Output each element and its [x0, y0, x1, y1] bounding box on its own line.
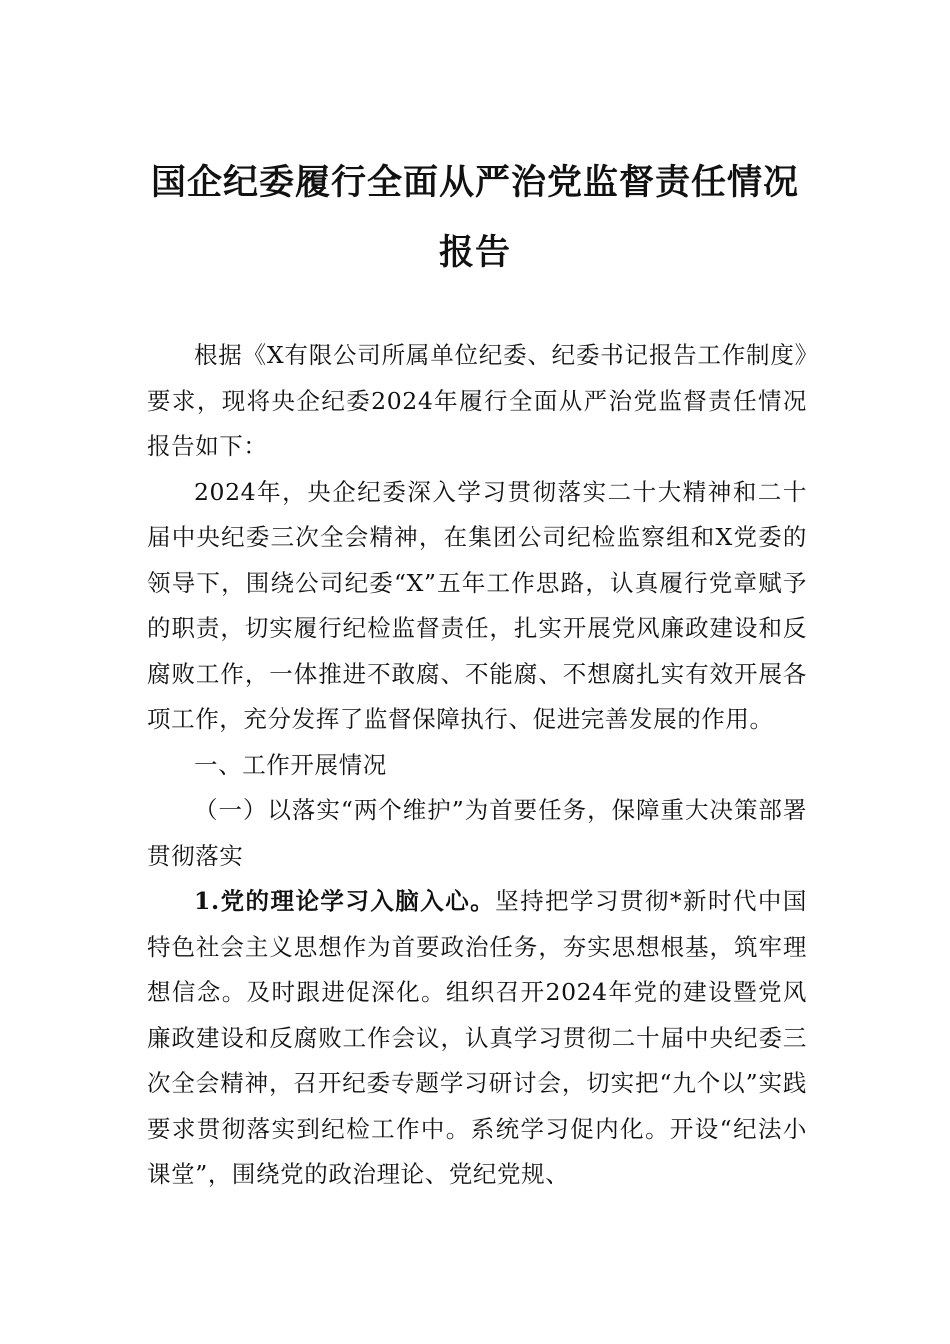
document-body: [147, 333, 807, 1198]
subsection-heading: （一）以落实“两个维护”为首要任务，保障重大决策部署贯彻落实: [147, 796, 807, 870]
intro-paragraph: 根据《X有限公司所属单位纪委、纪委书记报告工作制度》要求，现将央企纪委2024年履行全面从严治党监督责任情况报告如下：: [147, 341, 807, 460]
item-1-paragraph: [147, 879, 807, 1198]
item-1-text: 坚持把学习贯彻*新时代中国特色社会主义思想作为首要政治任务，夯实思想根基，筑牢理想信念。及时跟进促深化。组织召开2024年党的建设暨党风廉政建设和反腐败工作会议，认真学习贯彻二十届中央纪委三次全会精神，召开纪委专题学习研讨会，切实把“九个以”实践要求贯彻落实到纪检工作中。系统学习促内化。开设“纪法小课堂”，围绕党的政治理论、党纪党规、: [147, 887, 807, 1188]
summary-paragraph: 2024年，央企纪委深入学习贯彻落实二十大精神和二十届中央纪委三次全会精神，在集团公司纪检监察组和X党委的领导下，围绕公司纪委“X”五年工作思路，认真履行党章赋予的职责，切实履行纪检监督责任，扎实开展党风廉政建设和反腐败工作，一体推进不敢腐、不能腐、不想腐扎实有效开展各项工作，充分发挥了监督保障执行、促进完善发展的作用。: [147, 477, 807, 733]
item-1-lead: 1.党的理论学习入脑入心。: [194, 887, 496, 915]
document-title-line-2: 报告: [438, 233, 511, 273]
document-title-line-1: 国企纪委履行全面从严治党监督责任情况: [150, 163, 799, 203]
section-heading: 一、工作开展情况: [194, 750, 387, 779]
